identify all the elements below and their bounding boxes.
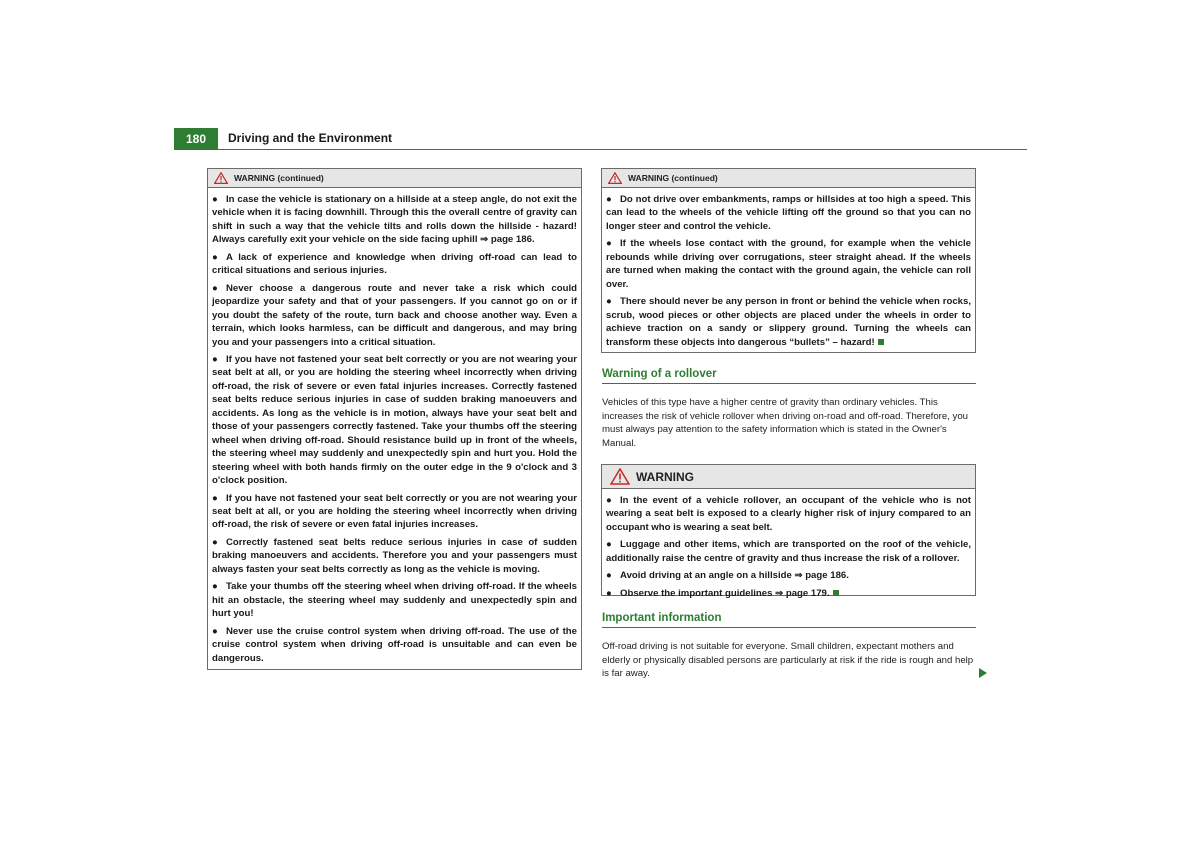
warning-bullet: ● Observe the important guidelines ⇒ page 179. bbox=[606, 587, 971, 600]
rollover-text: Vehicles of this type have a higher centre of gravity than ordinary vehicles. This increases the risk of vehicle rollover when driving on-road and off-road. Therefore, you must always pay attention to the safety information which is stated in the Owner's Manual. bbox=[602, 397, 969, 449]
bullet-icon: ● bbox=[212, 492, 218, 504]
warning-bullet: ● Never choose a dangerous route and never take a risk which could jeopardize your safety and that of your passengers. If you cannot go on or if you doubt the safety of the route, turn back and choose another way. Even a terrain, which looks harmless, can be difficult and dangerous, and may bring you and your passengers into a critical situation. bbox=[212, 282, 577, 348]
warning-bullet: ● A lack of experience and knowledge when driving off-road can lead to critical situations and serious injuries. bbox=[212, 251, 577, 277]
bullet-icon: ● bbox=[212, 194, 218, 205]
bullet-icon: ● bbox=[606, 194, 612, 205]
warning-bullet: ● If you have not fastened your seat belt correctly or you are not wearing your seat belt at all, or you are holding the steering wheel incorrectly when driving off-road, the risk of severe or even fatal injuries increases. bbox=[212, 492, 577, 531]
warning-triangle-icon bbox=[214, 172, 228, 184]
bullet-icon: ● bbox=[212, 536, 218, 548]
bullet-icon: ● bbox=[606, 296, 612, 308]
warning-bullet: ● In case the vehicle is stationary on a hillside at a steep angle, do not exit the vehicle when it is facing downhill. Through this the overall centre of gravity can shift in such a way that the vehicle tilts and rolls down the hillside - hazard! Always carefully exit your vehicle on the side facing uphill ⇒ page 186. bbox=[212, 194, 577, 246]
rollover-warning-header bbox=[602, 465, 975, 489]
section-end-icon bbox=[833, 590, 839, 596]
right-warning-body bbox=[602, 188, 975, 353]
rollover-heading: Warning of a rollover bbox=[602, 368, 976, 384]
warning-bullet: ● Avoid driving at an angle on a hillside ⇒ page 186. bbox=[606, 570, 849, 582]
right-warning-title: WARNING (continued) bbox=[628, 173, 718, 183]
warning-triangle-icon bbox=[608, 172, 622, 184]
bullet-icon: ● bbox=[212, 581, 218, 593]
warning-bullet: ● There should never be any person in front or behind the vehicle when rocks, scrub, wood pieces or other objects are placed under the wheels in order to achieve traction on a sandy or slippery ground. Turning the wheels can transform these objects into dangerous “bullets” – hazard! bbox=[606, 296, 971, 348]
bullet-icon: ● bbox=[606, 539, 612, 551]
warning-bullet: ● Never use the cruise control system when driving off-road. The use of the cruise control system when driving off-road is unsuitable and can even be dangerous. bbox=[212, 625, 577, 664]
bullet-icon: ● bbox=[606, 587, 612, 599]
bullet-icon: ● bbox=[212, 282, 218, 294]
important-text: Off-road driving is not suitable for everyone. Small children, expectant mothers and elderly or physically disabled persons are particularly at risk if the ride is rough and help is far away. bbox=[602, 641, 974, 679]
left-warning-header bbox=[208, 169, 581, 188]
bullet-icon: ● bbox=[212, 353, 218, 365]
warning-bullet: ● Correctly fastened seat belts reduce serious injuries in case of sudden braking manoeuvers and accidents. Therefore you and your passengers must always fasten your seat belts correctly as long as the vehicle is moving. bbox=[212, 536, 577, 575]
warning-bullet: ● If you have not fastened your seat belt correctly or you are not wearing your seat belt at all, or you are holding the steering wheel incorrectly when driving off-road, the risk of severe or even fatal injuries increases. Correctly fastened seat belts reduce serious injuries in case of sudden braking manoeuvers and accidents. As long as the vehicle is in motion, always have your seat belt and those of your passengers correctly fastened. Take your thumbs off the steering wheel when driving off-road. Should resistance build up in front of the wheels, the steering wheel may suddenly and unexpectedly spin and hurt you. Hold the steering wheel with both hands firmly on the outer edge in the 9 o'clock and 3 o'clock position. bbox=[212, 353, 577, 487]
right-warning-header bbox=[602, 169, 975, 188]
page-number: 180 bbox=[174, 128, 218, 150]
header-rule bbox=[218, 149, 1027, 150]
section-title: Driving and the Environment bbox=[228, 131, 393, 145]
bullet-icon: ● bbox=[212, 251, 218, 263]
warning-bullet: ● Luggage and other items, which are transported on the roof of the vehicle, additionally raise the centre of gravity and thus increase the risk of a rollover. bbox=[606, 539, 971, 564]
rollover-warning-box bbox=[601, 464, 976, 599]
next-page-arrow-icon bbox=[979, 668, 987, 678]
page-header bbox=[174, 128, 1027, 150]
warning-bullet: ● Take your thumbs off the steering wheel when driving off-road. If the wheels hit an obstacle, the steering wheel may suddenly and unexpectedly spin and hurt you! bbox=[212, 581, 577, 620]
left-warning-box bbox=[207, 168, 582, 670]
section-end-icon bbox=[878, 339, 884, 345]
bullet-icon: ● bbox=[606, 495, 612, 506]
left-warning-title: WARNING (continued) bbox=[234, 173, 324, 183]
rollover-warning-body bbox=[602, 489, 975, 604]
rollover-warning-title: WARNING bbox=[636, 469, 694, 484]
bullet-icon: ● bbox=[606, 570, 612, 582]
bullet-icon: ● bbox=[606, 238, 612, 250]
warning-bullet: ● Do not drive over embankments, ramps or hillsides at too high a speed. This can lead to the wheels of the vehicle lifting off the ground so that you can no longer steer and control the vehicle. bbox=[606, 194, 971, 232]
warning-bullet: ● If the wheels lose contact with the ground, for example when the vehicle rebounds while driving over corrugations, steer straight ahead. If the wheels are turned when making the contact with the ground again, the vehicle can roll over. bbox=[606, 238, 971, 290]
warning-bullet: ● In the event of a vehicle rollover, an occupant of the vehicle who is not wearing a seat belt is exposed to a clearly higher risk of injury compared to an occupant who is wearing a seat belt. bbox=[606, 495, 971, 533]
left-warning-body bbox=[208, 188, 581, 669]
right-warning-box bbox=[601, 168, 976, 353]
bullet-icon: ● bbox=[212, 625, 218, 637]
important-heading: Important information bbox=[602, 612, 976, 628]
warning-triangle-icon bbox=[610, 468, 630, 485]
